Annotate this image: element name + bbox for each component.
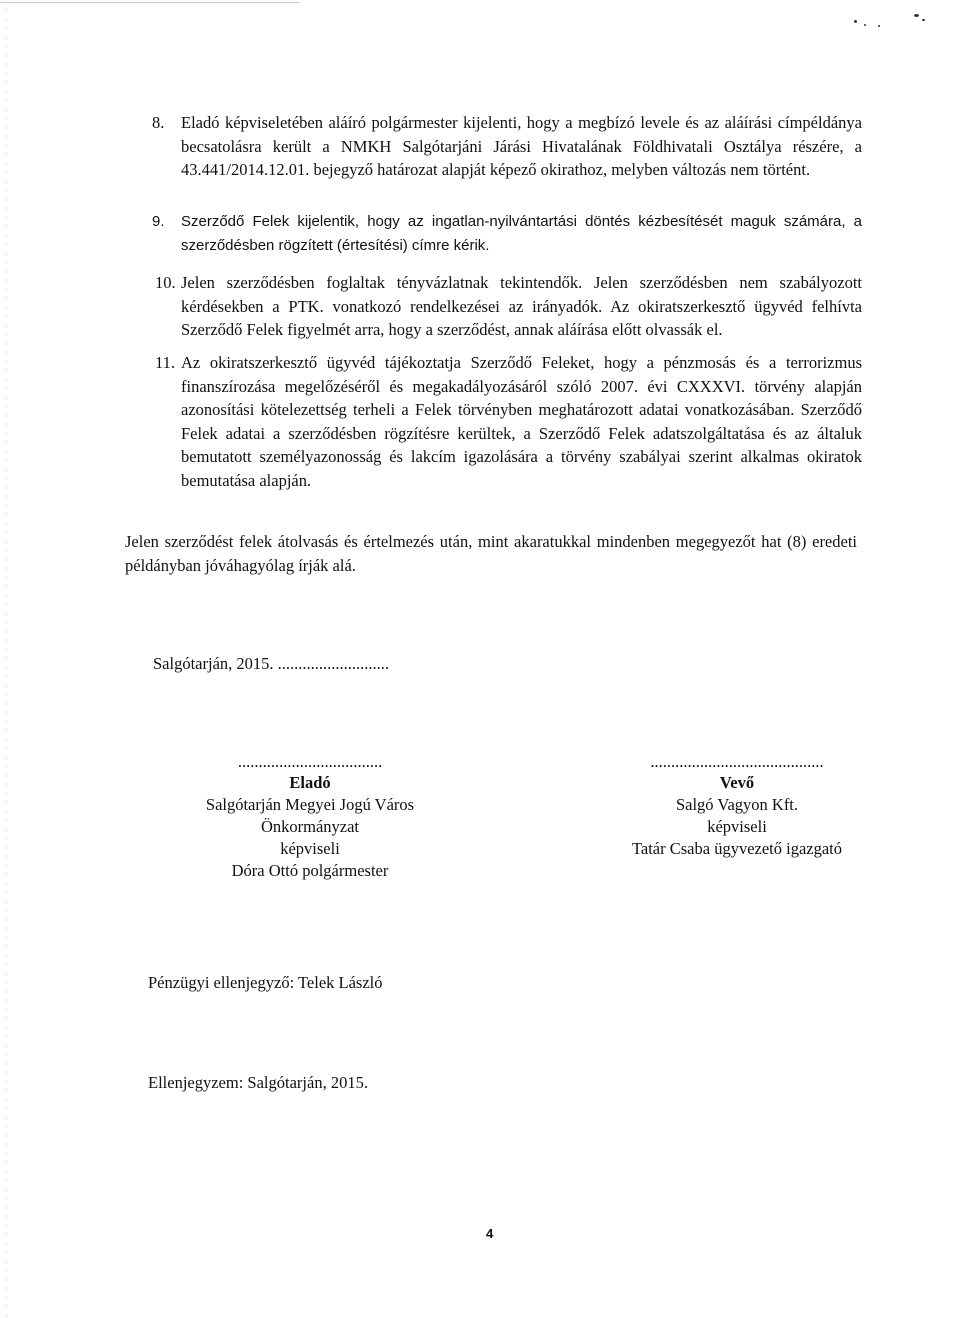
representative-name: Dóra Ottó polgármester bbox=[231, 861, 389, 880]
clause-text: Jelen szerződésben foglaltak tényvázlatnak tekintendők. Jelen szerződésben nem szabályozott kérdésekben a PTK. vonatkozó rendelkezései az irányadók. Az okiratszerkesztő ügyvéd felhívta Szerződő Felek figyelmét arra, hogy a szerződést, annak aláírása előtt olvassák el. bbox=[181, 273, 862, 339]
page-number: 4 bbox=[486, 1226, 494, 1241]
clause-number: 8. bbox=[152, 113, 165, 132]
signature-line: ................................... bbox=[237, 752, 383, 771]
clause-number: 11. bbox=[155, 353, 176, 372]
party-name: Salgó Vagyon Kft. bbox=[675, 795, 799, 814]
buyer-signature-block bbox=[592, 752, 882, 860]
party-role: Vevő bbox=[719, 773, 755, 792]
clause-number: 9. bbox=[152, 213, 165, 230]
closing-statement: Jelen szerződést felek átolvasás és értelmezés után, mint akaratukkal mindenben megegyezőt hat (8) eredeti példányban jóváhagyólag írják alá. bbox=[125, 532, 857, 575]
party-name: Salgótarján Megyei Jogú Város Önkormányzat bbox=[205, 795, 415, 836]
financial-countersign: Pénzügyi ellenjegyző: Telek László bbox=[148, 973, 383, 992]
represented-by-label: képviseli bbox=[280, 839, 340, 858]
clause-text: Az okiratszerkesztő ügyvéd tájékoztatja Szerződő Feleket, hogy a pénzmosás és a terrorizmus finanszírozása megelőzéséről és megakadályozásáról szóló 2007. évi CXXXVI. törvény alapján azonosítási kötelezettség terheli a Felek törvényben meghatározott adatai vonatkozásában. Szerződő Felek adatai a szerződésben rögzítésre kerültek, a Szerződő Felek adatszolgáltatása és az általuk bemutatott személyazonosság és lakcím igazolására a törvény szabályai szerint alkalmas okiratok bemutatása alapján. bbox=[181, 353, 862, 490]
representative-name: Tatár Csaba ügyvezető igazgató bbox=[631, 839, 843, 858]
clause-text: Szerződő Felek kijelentik, hogy az ingatlan-nyilvántartási döntés kézbesítését maguk számára, a szerződésben rögzített (értesítési) címre kérik. bbox=[181, 213, 862, 254]
party-role: Eladó bbox=[289, 773, 331, 792]
clause-number: 10. bbox=[155, 273, 176, 292]
represented-by-label: képviseli bbox=[707, 817, 767, 836]
signature-line: .......................................... bbox=[650, 752, 824, 771]
place-and-date: Salgótarján, 2015. ........................... bbox=[153, 654, 390, 673]
seller-signature-block bbox=[160, 752, 460, 882]
clause-text: Eladó képviseletében aláíró polgármester kijelenti, hogy a megbízó levele és az aláírási címpéldánya becsatolásra került a NMKH Salgótarjáni Járási Hivatalának Földhivatali Osztálya részére, a 43.441/2014.12.01. bejegyző határozat alapját képező okirathoz, melyben változás nem történt. bbox=[181, 113, 862, 179]
countersign-line: Ellenjegyzem: Salgótarján, 2015. bbox=[148, 1073, 368, 1092]
